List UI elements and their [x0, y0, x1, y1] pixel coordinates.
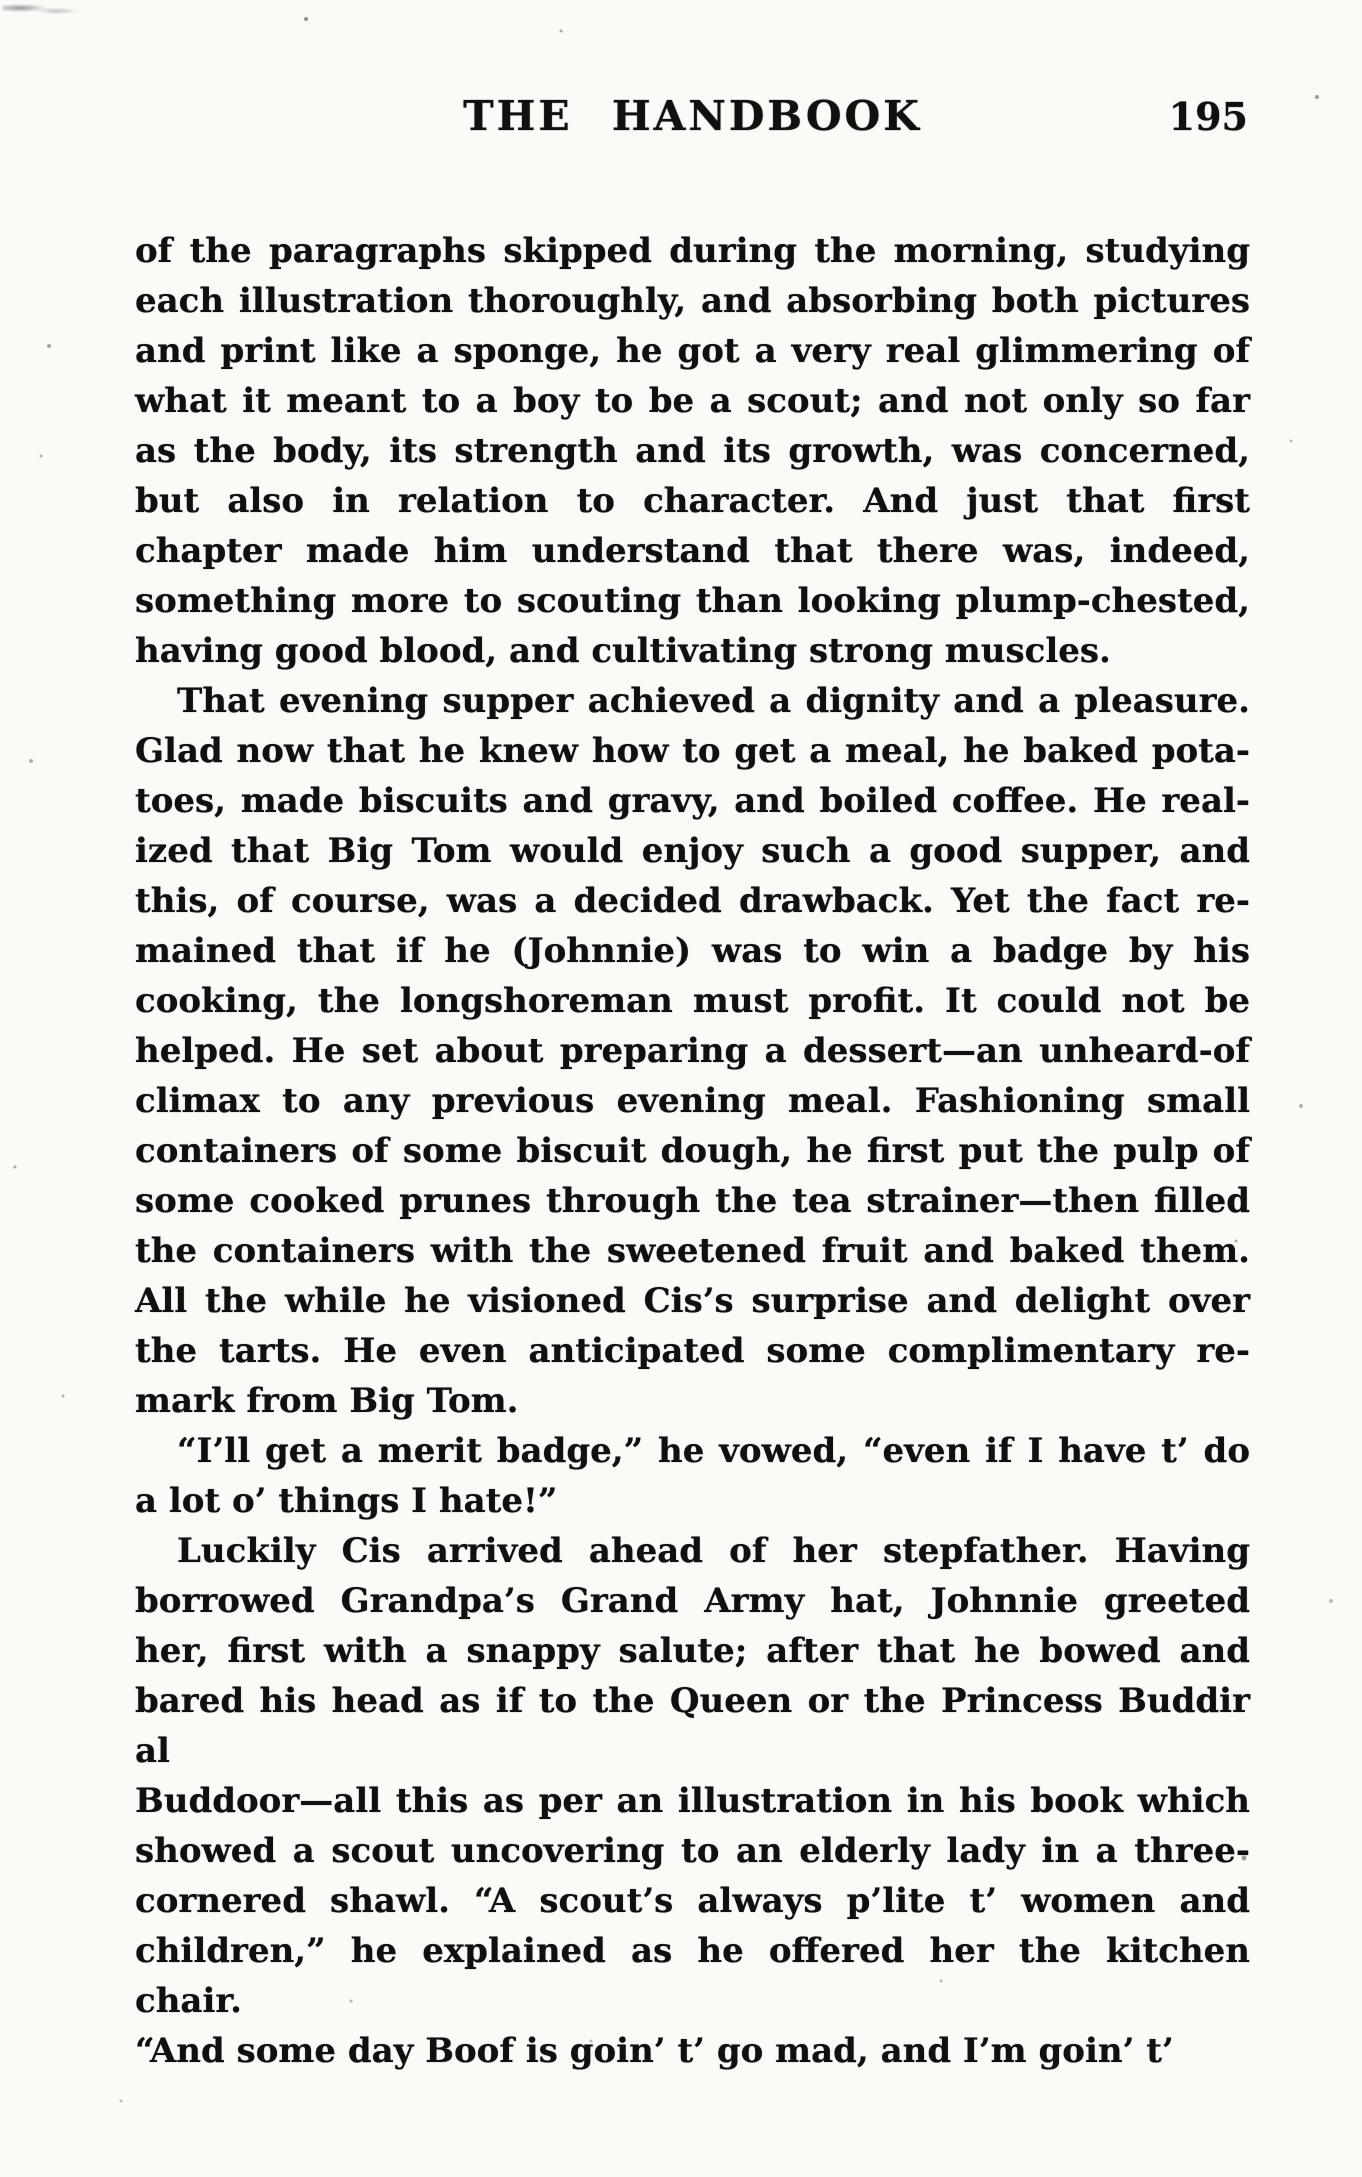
body-paragraphs [135, 226, 1250, 2076]
scan-speck-noise [0, 0, 2, 2]
page-number: 195 [1168, 94, 1248, 139]
text-line: showed a scout uncovering to an elderly lady in a three- [135, 1831, 1250, 1871]
text-line: cooking, the longshoreman must profit. It could not be [135, 981, 1250, 1021]
text-line: children,” he explained as he offered her the kitchen chair. [135, 1931, 1250, 2021]
scan-smudge-artifact [2, 2, 80, 18]
text-line: All the while he visioned Cis’s surprise and delight over [135, 1281, 1250, 1321]
text-line: Glad now that he knew how to get a meal, he baked pota- [135, 731, 1250, 771]
text-line: this, of course, was a decided drawback. Yet the fact re- [135, 881, 1250, 921]
text-line: the tarts. He even anticipated some complimentary re- [135, 1331, 1250, 1371]
text-line: a lot o’ things I hate!” [135, 1481, 558, 1521]
text-line: toes, made biscuits and gravy, and boiled coffee. He real- [135, 781, 1250, 821]
text-line: helped. He set about preparing a dessert—an unheard-of [135, 1031, 1250, 1071]
paragraph [135, 1426, 1250, 1526]
text-line: of the paragraphs skipped during the morning, studying [135, 231, 1250, 271]
text-line: each illustration thoroughly, and absorbing both pictures [135, 281, 1250, 321]
text-line: having good blood, and cultivating strong muscles. [135, 631, 1111, 671]
paragraph [135, 226, 1250, 676]
text-line: borrowed Grandpa’s Grand Army hat, Johnnie greeted [135, 1581, 1250, 1621]
text-line: bared his head as if to the Queen or the Princess Buddir al [135, 1681, 1250, 1771]
text-line: That evening supper achieved a dignity and a pleasure. [177, 681, 1250, 721]
text-line: climax to any previous evening meal. Fashioning small [135, 1081, 1250, 1121]
running-header [135, 92, 1250, 142]
text-line: but also in relation to character. And just that first [135, 481, 1250, 521]
text-line: ized that Big Tom would enjoy such a good supper, and [135, 831, 1250, 871]
text-line: Luckily Cis arrived ahead of her stepfather. Having [177, 1531, 1250, 1571]
text-line: and print like a sponge, he got a very real glimmering of [135, 331, 1250, 371]
text-line: “And some day Boof is goin’ t’ go mad, and I’m goin’ t’ [135, 2031, 1174, 2071]
text-line: “I’ll get a merit badge,” he vowed, “even if I have t’ do [177, 1431, 1250, 1471]
text-line: what it meant to a boy to be a scout; and not only so far [135, 381, 1250, 421]
text-line: chapter made him understand that there was, indeed, [135, 531, 1250, 571]
text-line: Buddoor—all this as per an illustration in his book which [135, 1781, 1250, 1821]
text-line: some cooked prunes through the tea strainer—then filled [135, 1181, 1250, 1221]
text-line: her, first with a snappy salute; after that he bowed and [135, 1631, 1250, 1671]
paragraph [135, 676, 1250, 1426]
text-line: mark from Big Tom. [135, 1381, 519, 1421]
text-line: as the body, its strength and its growth, was concerned, [135, 431, 1250, 471]
text-line: containers of some biscuit dough, he first put the pulp of [135, 1131, 1250, 1171]
running-title: THE HANDBOOK [463, 92, 922, 140]
text-line: the containers with the sweetened fruit and baked them. [135, 1231, 1250, 1271]
text-line: mained that if he (Johnnie) was to win a badge by his [135, 931, 1250, 971]
text-line: cornered shawl. “A scout’s always p’lite t’ women and [135, 1881, 1250, 1921]
paragraph [135, 1526, 1250, 2076]
text-line: something more to scouting than looking plump-chested, [135, 581, 1250, 621]
